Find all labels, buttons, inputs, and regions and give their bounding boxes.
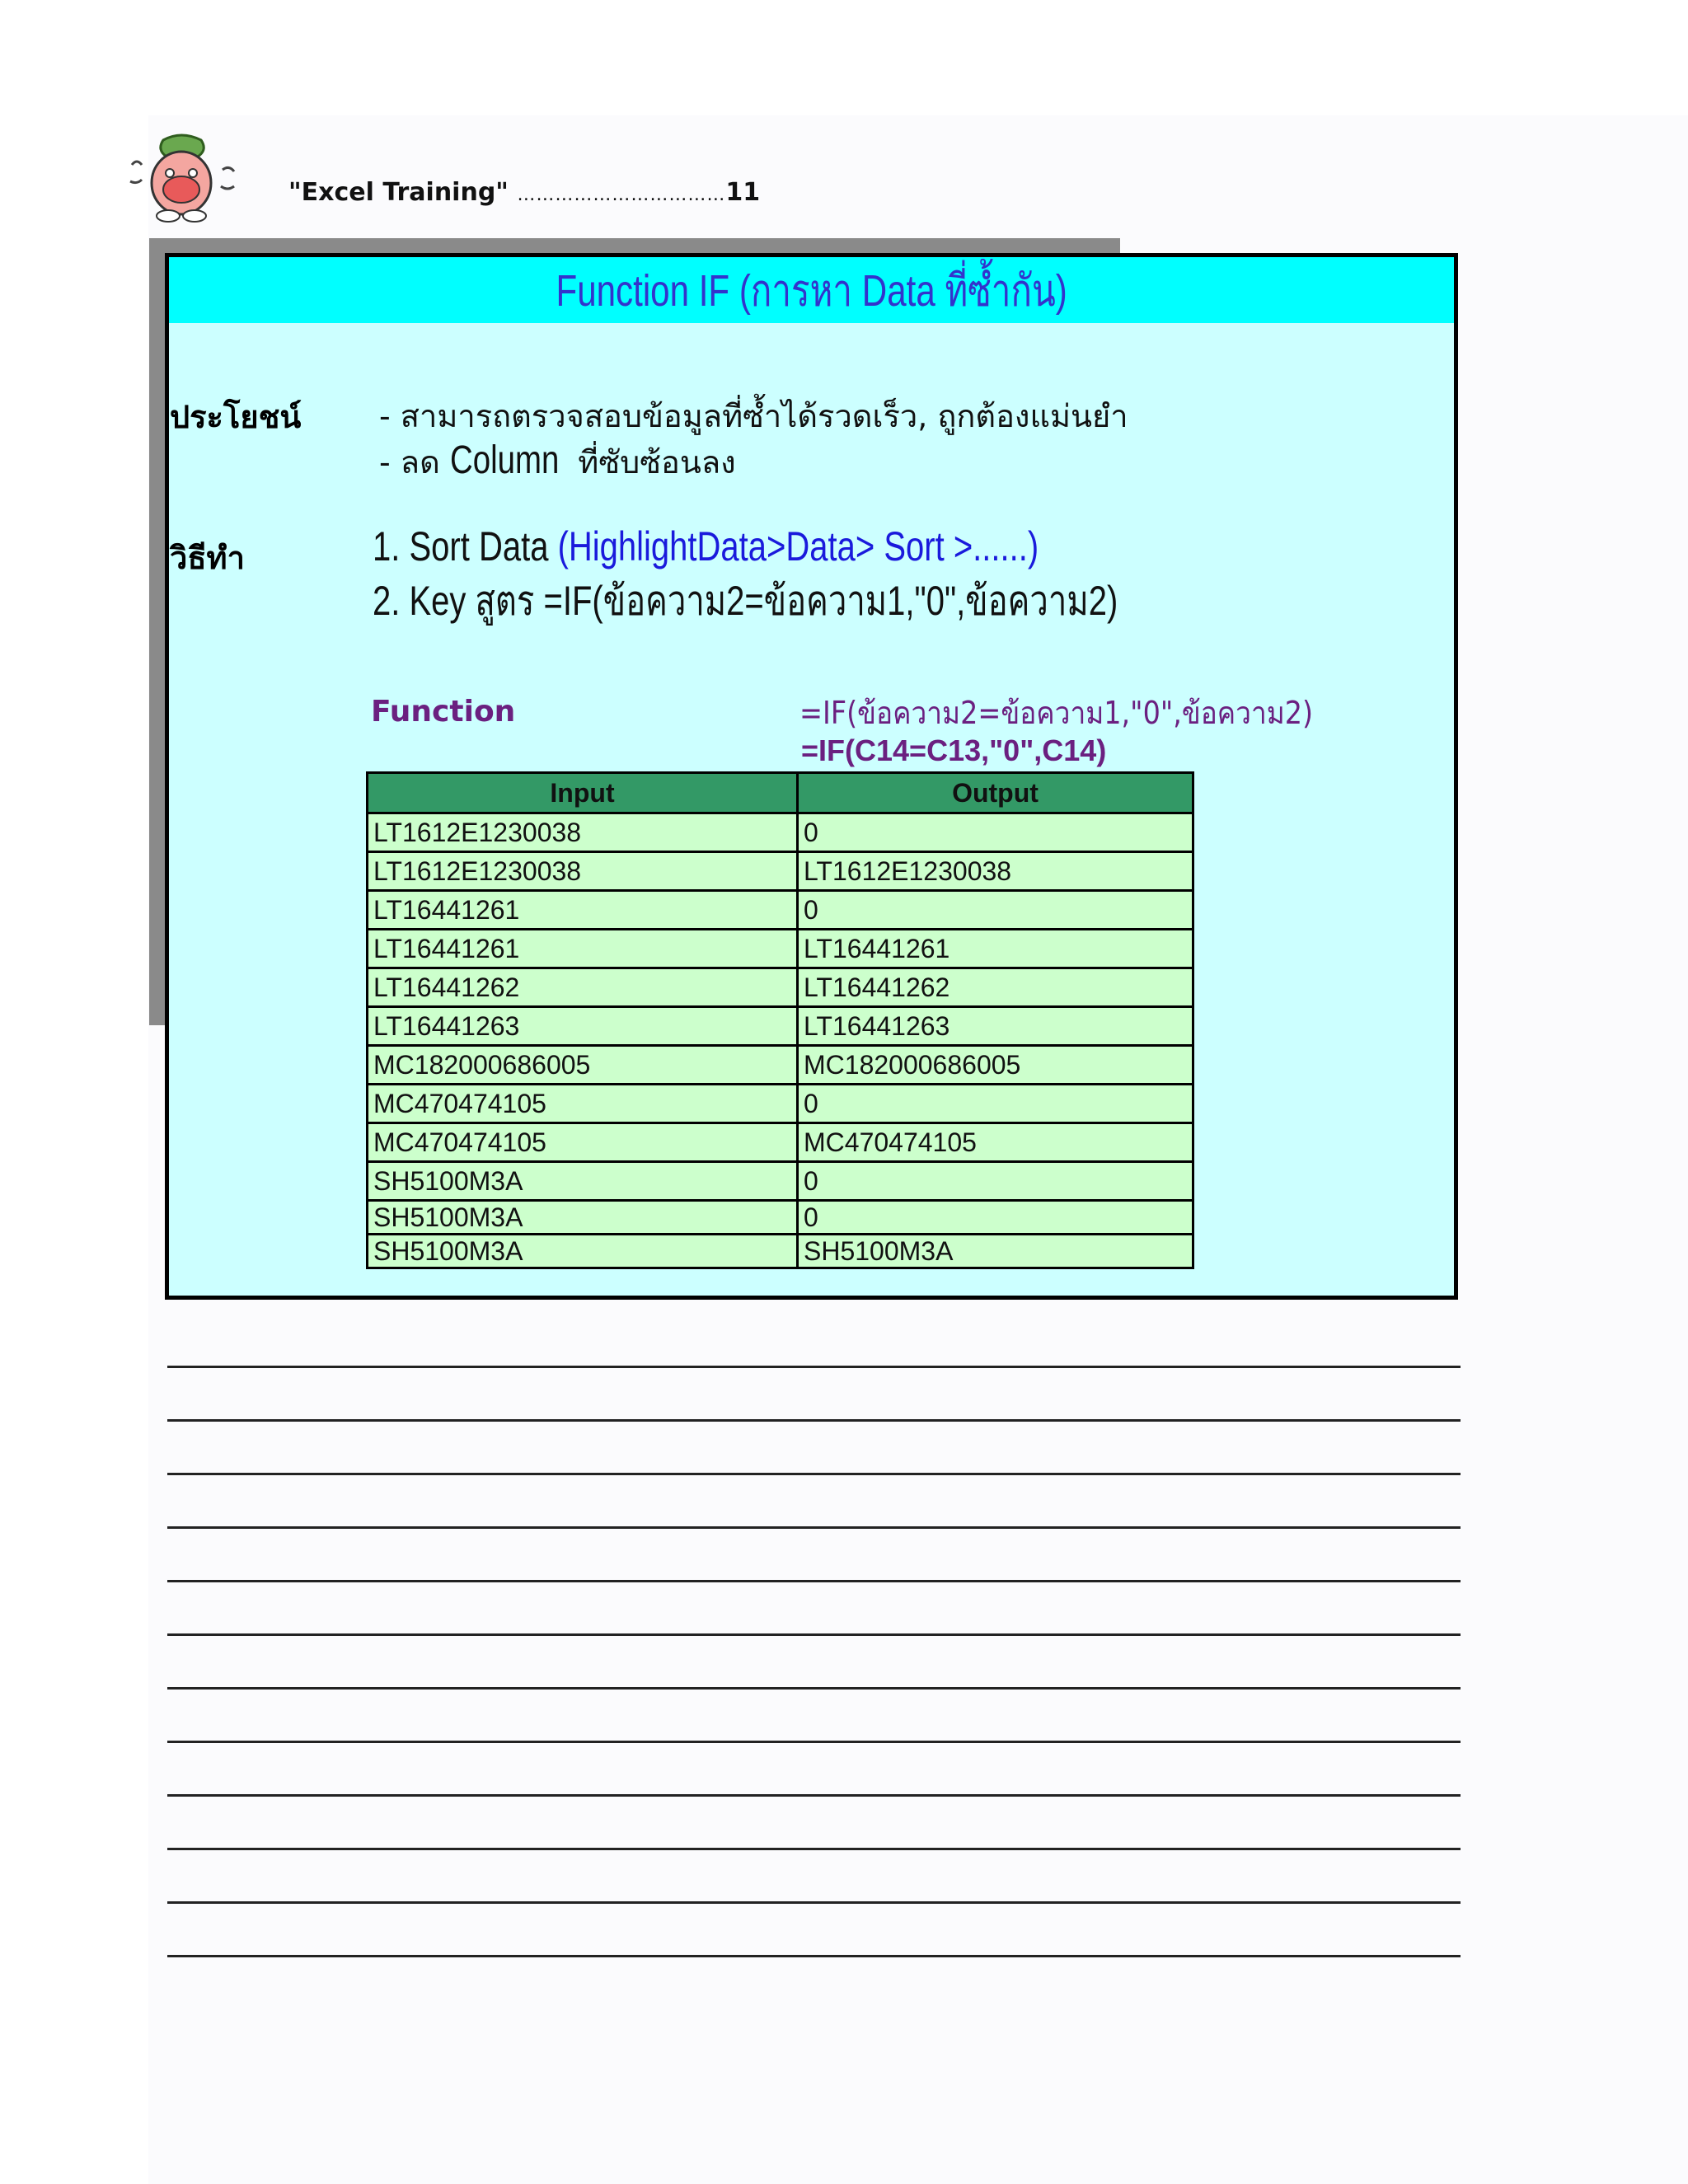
input-cell: MC182000686005 [368,1046,798,1085]
formula-thai: =IF(ข้อความ2=ข้อความ1,"0",ข้อความ2) [799,695,1314,731]
output-cell: LT16441261 [798,930,1193,968]
step-2: 2. Key สูตร =IF(ข้อความ2=ข้อความ1,"0",ข้อความ2) [373,578,1118,624]
table-row [368,1085,1193,1123]
input-cell: LT1612E1230038 [368,813,798,852]
output-cell: 0 [798,1162,1193,1201]
table-row [368,1007,1193,1046]
input-cell: SH5100M3A [368,1162,798,1201]
output-cell: LT16441263 [798,1007,1193,1046]
cartoon-character-icon [115,132,247,231]
output-cell: 0 [798,891,1193,930]
column-header-input: Input [368,773,798,813]
table-row [368,930,1193,968]
input-cell: MC470474105 [368,1123,798,1162]
note-line [167,1366,1461,1368]
output-cell: LT16441262 [798,968,1193,1007]
output-cell: 0 [798,1085,1193,1123]
output-cell: MC470474105 [798,1123,1193,1162]
note-line [167,1687,1461,1690]
note-line [167,1473,1461,1475]
input-cell: LT16441261 [368,930,798,968]
benefit-line-2 [379,437,736,487]
output-cell: MC182000686005 [798,1046,1193,1085]
table-row [368,968,1193,1007]
output-cell: 0 [798,813,1193,852]
table-row [368,891,1193,930]
input-cell: SH5100M3A [368,1235,798,1268]
note-line [167,1848,1461,1850]
panel-title: Function IF (การหา Data ที่ซ้ำกัน) [556,266,1067,316]
note-line [167,1794,1461,1797]
title-bar [169,257,1454,323]
note-line [167,1955,1461,1957]
table-row [368,1046,1193,1085]
note-line [167,1580,1461,1582]
table-row [368,852,1193,891]
note-line [167,1633,1461,1636]
column-header-output: Output [798,773,1193,813]
header-title-line [288,178,760,211]
output-cell: LT1612E1230038 [798,852,1193,891]
benefit-line-2-suffix: ที่ซับซ้อนลง [578,444,736,480]
page-number: 11 [725,178,761,207]
benefit-label: ประโยชน์ [170,399,302,435]
input-cell: MC470474105 [368,1085,798,1123]
step-1-menu-path: (HighlightData>Data> Sort >......) [557,523,1039,569]
step-1-text: 1. Sort Data [373,523,549,569]
benefit-line-2-word: Column [449,438,560,482]
note-line [167,1419,1461,1422]
formula-excel: =IF(C14=C13,"0",C14) [801,733,1107,767]
input-cell: LT16441262 [368,968,798,1007]
benefit-line-1: - สามารถตรวจสอบข้อมูลที่ซ้ำได้รวดเร็ว, ถูกต้องแม่นยำ [379,398,1128,434]
output-cell: 0 [798,1201,1193,1235]
note-line [167,1901,1461,1904]
table-row [368,1235,1193,1268]
input-cell: LT16441261 [368,891,798,930]
function-label: Function [371,695,516,729]
output-cell: SH5100M3A [798,1235,1193,1268]
table-row [368,1162,1193,1201]
method-label: วิธีทำ [170,540,245,576]
note-line [167,1526,1461,1529]
header-dots: …………………………… [517,185,726,205]
input-cell: SH5100M3A [368,1201,798,1235]
step-1 [373,523,1039,570]
note-line [167,1741,1461,1743]
input-cell: LT1612E1230038 [368,852,798,891]
example-table [366,771,1194,1269]
input-cell: LT16441263 [368,1007,798,1046]
benefit-line-2-prefix: - ลด [379,444,440,480]
table-header-row [368,773,1193,813]
table-row [368,1201,1193,1235]
header-title: "Excel Training" [288,178,509,207]
table-row [368,1123,1193,1162]
table-row [368,813,1193,852]
